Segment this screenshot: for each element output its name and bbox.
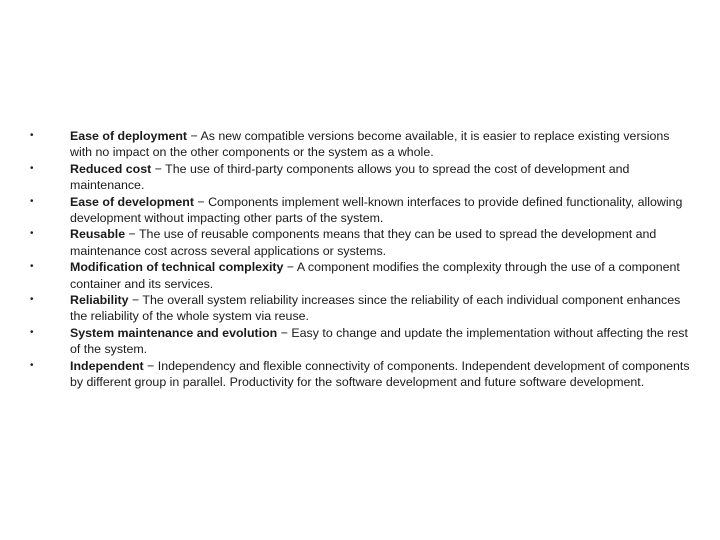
bullet-text: − As new compatible versions become available, it is easier to replace existing versions with no impact on the other components or the system as a whole. xyxy=(70,129,670,160)
bullet-term: Reusable xyxy=(70,227,126,242)
bullet-item-reusable xyxy=(30,226,690,259)
bullet-text: − The overall system reliability increases since the reliability of each individual component enhances the reliability of the whole system via reuse. xyxy=(70,293,681,324)
bullet-term: Ease of deployment xyxy=(70,129,188,143)
bullet-item-independent xyxy=(30,358,690,391)
bullet-item-reduced-cost xyxy=(30,161,690,194)
bullet-item-ease-of-deployment xyxy=(30,128,690,161)
bullet-text: − The use of reusable components means that they can be used to spread the development and maintenance cost across several applications or systems. xyxy=(70,227,657,258)
bullet-item-ease-of-development xyxy=(30,194,690,227)
bullet-dot-icon: • xyxy=(30,261,34,273)
bullet-term: Modification of technical complexity xyxy=(70,260,284,275)
bullet-term: Reduced cost xyxy=(70,161,152,176)
bullet-item-system-maintenance-and-evolution xyxy=(30,325,690,358)
bullet-dot-icon: • xyxy=(30,130,34,141)
bullet-item-modification-of-technical-complexity xyxy=(30,259,690,292)
bullet-text: − Components implement well-known interfaces to provide defined functionality, allowing development without impacting other parts of the system. xyxy=(70,194,683,226)
bullet-text: − A component modifies the complexity through the use of a component container and its services. xyxy=(70,260,680,291)
bullet-term: Ease of development xyxy=(70,194,194,209)
bullet-term: Reliability xyxy=(70,293,129,308)
bullet-dot-icon: • xyxy=(30,195,34,207)
bullet-term: System maintenance and evolution xyxy=(70,325,278,340)
bullet-list xyxy=(30,128,690,391)
bullet-text: − The use of third-party components allows you to spread the cost of development and maintenance. xyxy=(70,161,630,193)
bullet-text: − Independency and flexible connectivity of components. Independent development of components by different group in parallel. Productivity for the software development and future software development. xyxy=(70,358,690,390)
bullet-dot-icon: • xyxy=(30,162,34,174)
bullet-dot-icon: • xyxy=(30,359,34,371)
bullet-dot-icon: • xyxy=(30,326,34,338)
bullet-text: − Easy to change and update the implementation without affecting the rest of the system. xyxy=(70,325,688,357)
bullet-term: Independent xyxy=(70,358,144,373)
bullet-dot-icon: • xyxy=(30,294,34,306)
bullet-dot-icon: • xyxy=(30,228,34,240)
bullet-item-reliability xyxy=(30,292,690,325)
